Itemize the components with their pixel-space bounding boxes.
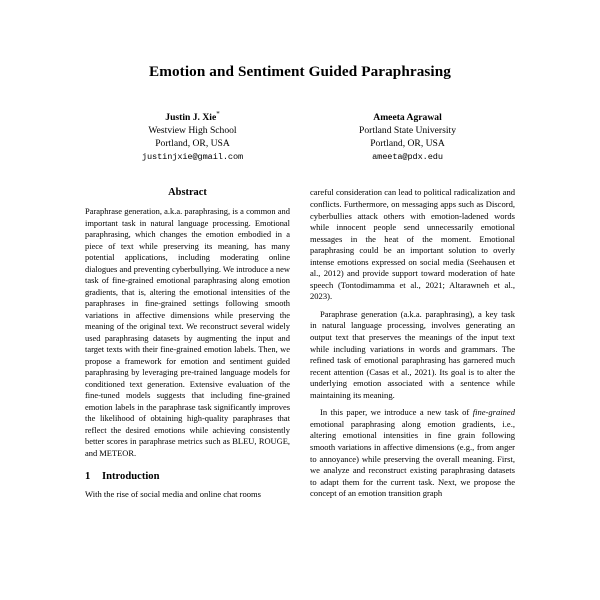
abstract-text: Paraphrase generation, a.k.a. paraphrasing, is a common and important task in natural language processing. Emotional paraphrasing, which changes the emotion embodied in a piece of text while preserving its meaning, has many potential applications, including moderating online dialogues and preventing cyberbullying. We introduce a new task of fine-grained emotional paraphrasing along emotion gradients, that is, altering the emotional intensities of the paraphrases in fine-grained settings following smooth variations in affective dimensions while preserving the meaning of the original text. We reconstruct several widely used paraphrasing datasets by augmenting the input and target texts with their fine-grained emotion labels. Then, we propose a framework for emotion and sentiment guided paraphrasing by leveraging pre-trained language models for conditioned text generation. Extensive evaluation of the fine-tuned models suggests that including fine-grained emotion labels in the paraphrase task significantly improves the likelihood of obtaining high-quality paraphrases that reflect the desired emotions while achieving consistently better scores in paraphrase metrics such as BLEU, ROUGE, and METEOR. (85, 206, 290, 458)
section-title: Introduction (102, 471, 160, 483)
paragraph-3 (310, 407, 515, 499)
author-affiliation: Westview High School (148, 125, 237, 137)
author-name (300, 110, 515, 125)
paragraph-3-lead: In this paper, we introduce a new task of (320, 407, 473, 418)
section-number: 1 (85, 471, 91, 483)
paragraph-3-tail: emotional paraphrasing along emotion gradients, i.e., altering emotional intensities in fine grain following smooth variations in affective dimensions (e.g., from anger to annoyance) while preserving the overall meaning. First, we analyze and reconstruct existing paraphrasing datasets to adapt them for the current task. Next, we propose the concept of an emotion transition graph (310, 418, 515, 499)
section-heading-introduction (85, 471, 290, 482)
right-column (310, 187, 515, 501)
author-affiliation: Portland State University (359, 125, 456, 137)
author-block-2 (300, 110, 515, 163)
continued-paragraph: careful consideration can lead to political radicalization and conflicts. Furthermore, on messaging apps such as Discord, cyberbullies attack others with emotion-ladened words while innocent people send unnecessarily emotional messages in the heat of the moment. Emotional paraphrasing could be an important solution to overly intense emotions expressed on social media (Seehausen et al., 2012) and provide support toward moderation of hate speech (Tontodimamma et al., 2021; Altarawneh et al., 2023). (310, 187, 515, 302)
author-email[interactable]: justinjxie@gmail.com (141, 151, 244, 162)
author-footnote-marker: * (216, 110, 220, 119)
author-email[interactable]: ameeta@pdx.edu (372, 151, 443, 162)
paragraph-2: Paraphrase generation (a.k.a. paraphrasing), a key task in natural language processing, involves generating an output text that preserves the meanings of the input text while including variations in words and grammars. The refined task of emotional paraphrasing has garnered much recent attention (Casas et al., 2021). Its goal is to alter the underlying emotion associated with a sentence while maintaining its meaning. (310, 308, 515, 400)
author-name-text: Justin J. Xie (165, 112, 217, 124)
paragraph-3-emphasis: fine-grained (472, 407, 515, 418)
author-name-text: Ameeta Agrawal (373, 112, 442, 124)
author-location: Portland, OR, USA (155, 138, 230, 150)
author-name (85, 110, 300, 125)
author-block-1 (85, 110, 300, 163)
author-location: Portland, OR, USA (370, 138, 445, 150)
left-column (85, 187, 290, 501)
page-title: Emotion and Sentiment Guided Paraphrasing (149, 63, 451, 80)
introduction-paragraph: With the rise of social media and online chat rooms (85, 489, 262, 500)
two-column-body (85, 187, 515, 501)
abstract-heading: Abstract (168, 187, 207, 199)
author-list (85, 110, 515, 163)
